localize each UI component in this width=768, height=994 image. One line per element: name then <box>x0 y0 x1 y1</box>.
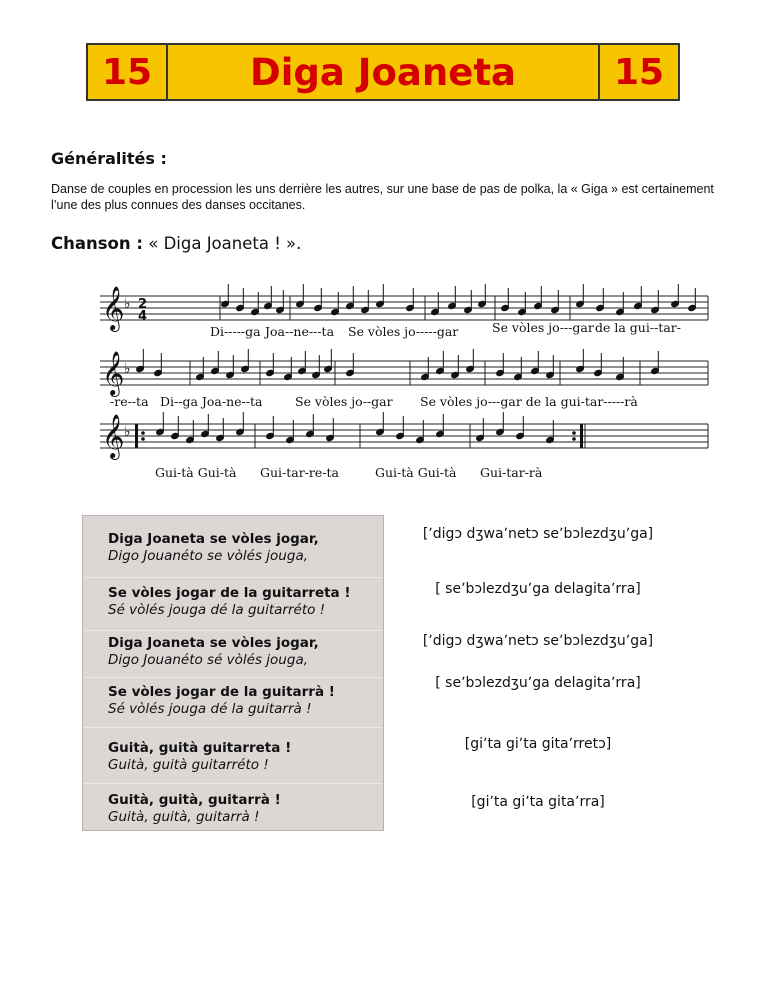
verse-occitan: Se vòles jogar de la guitarreta ! <box>108 585 351 601</box>
treble-clef-icon: 𝄞 <box>102 414 125 458</box>
time-signature-top: 2 <box>138 297 148 312</box>
lyric-line2-2: Di--ga Joa-ne--ta <box>160 394 263 409</box>
lyric-line1-4: Se vòles jo---gar <box>492 320 594 335</box>
verse-phonetic: Sé vòlés jouga dé la guitarréto ! <box>108 602 326 618</box>
lyric-line2-3: Se vòles jo--gar <box>295 394 393 409</box>
generalites-text: Danse de couples en procession les uns derrière les autres, sur une base de pas de polka, la « Giga » est certainement l’une des plus connues des danses occitanes. <box>51 182 714 212</box>
lyric-line3-4: Gui-tar-rà <box>480 465 543 480</box>
song-title: Diga Joaneta <box>250 50 516 94</box>
lyric-line1-5: de la gui--tar- <box>595 320 681 335</box>
chanson-heading <box>51 234 301 253</box>
sheet-music <box>80 266 720 496</box>
verse-occitan: Guità, guità guitarreta ! <box>108 740 292 756</box>
verse-ipa-3: [ʼdigɔ dʒwaʼnetɔ seʼbɔlezdʒuʼga] <box>422 633 654 649</box>
verse-1 <box>108 531 319 565</box>
lyric-line3-1: Gui-tà Gui-tà <box>155 465 237 480</box>
verse-occitan: Diga Joaneta se vòles jogar, <box>108 531 319 547</box>
verse-ipa-6: [giʼta giʼta gitaʼrra] <box>471 794 605 810</box>
verse-occitan: Se vòles jogar de la guitarrà ! <box>108 684 335 700</box>
time-signature-bottom: 4 <box>138 309 148 324</box>
divider <box>84 783 382 784</box>
divider <box>84 630 382 631</box>
treble-clef-icon: 𝄞 <box>102 286 125 330</box>
lyric-line1-2: Joa--ne---ta <box>265 324 335 339</box>
lyric-line1-1: Di-----ga <box>210 324 261 339</box>
divider <box>84 577 382 578</box>
song-number-left: 15 <box>88 45 168 99</box>
chanson-title: « Diga Joaneta ! ». <box>148 234 302 253</box>
lyric-line3-2: Gui-tar-re-ta <box>260 465 340 480</box>
verse-4 <box>108 684 335 718</box>
verse-ipa-1: [ʼdigɔ dʒwaʼnetɔ seʼbɔlezdʒuʼga] <box>422 526 654 542</box>
verse-occitan: Guità, guità, guitarrà ! <box>108 792 281 808</box>
verse-phonetic: Guità, guità guitarréto ! <box>108 757 269 773</box>
verse-phonetic: Digo Jouanéto se vòlés jouga, <box>108 548 309 564</box>
verse-phonetic: Digo Jouanéto sé vòlés jouga, <box>108 652 309 668</box>
generalites-heading: Généralités : <box>51 149 167 168</box>
verse-phonetic: Guità, guità, guitarrà ! <box>108 809 260 825</box>
lyric-line2-4: Se vòles jo---gar de la gui-tar-----rà <box>420 394 638 409</box>
verse-ipa-2: [ seʼbɔlezdʒuʼga delagitaʼrra] <box>435 581 641 597</box>
verse-2 <box>108 585 351 619</box>
verse-5 <box>108 740 291 774</box>
song-number-right: 15 <box>598 45 678 99</box>
verse-phonetic: Sé vòlés jouga dé la guitarrà ! <box>108 701 312 717</box>
title-banner <box>86 43 680 101</box>
chanson-label: Chanson : <box>51 234 143 253</box>
flat-icon: ♭ <box>124 424 131 440</box>
verse-ipa-4: [ seʼbɔlezdʒuʼga delagitaʼrra] <box>435 675 641 691</box>
lyric-line2-1: -re--ta <box>110 394 149 409</box>
flat-icon: ♭ <box>124 296 131 312</box>
verse-occitan: Diga Joaneta se vòles jogar, <box>108 635 319 651</box>
verse-3 <box>108 635 319 669</box>
verse-ipa-5: [giʼta giʼta gitaʼrretɔ] <box>464 736 612 752</box>
flat-icon: ♭ <box>124 361 131 377</box>
lyric-line1-3: Se vòles jo-----gar <box>348 324 459 339</box>
divider <box>84 727 382 728</box>
lyric-line3-3: Gui-tà Gui-tà <box>375 465 457 480</box>
verse-6 <box>108 792 281 826</box>
treble-clef-icon: 𝄞 <box>102 351 125 395</box>
divider <box>84 677 382 678</box>
